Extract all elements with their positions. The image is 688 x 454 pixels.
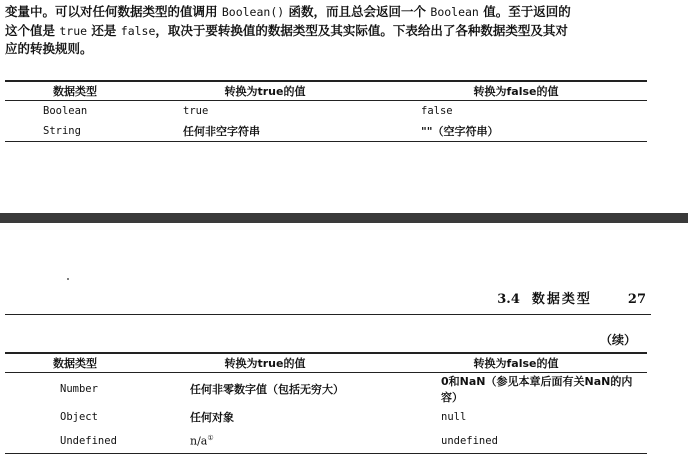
header-data-type: 数据类型 [53,357,97,370]
cell-false: null [441,411,467,423]
section-title: 数据类型 [531,292,592,307]
cell-type: String [43,125,81,137]
cell-true [145,429,385,454]
table-header-row [5,353,647,373]
page-number: 27 [627,292,646,307]
intro-text: 函数，而且总会返回一个 [284,4,431,19]
footnote-mark: ① [207,434,214,443]
cell-type: Object [60,411,98,423]
intro-text: 应的转换规则。 [5,41,93,56]
section-number: 3.4 [497,292,520,307]
top-page-fragment [0,0,688,212]
conversion-table-part2 [5,352,647,454]
cell-type: Number [60,383,98,395]
bottom-page-fragment [0,223,688,454]
table-row [5,405,647,429]
continued-label: （续） [599,333,636,347]
header-true-value: 转换为true的值 [224,85,306,98]
cell-type: Boolean [43,105,88,117]
table-header-row [5,81,647,101]
header-rule [5,314,651,315]
inline-code: Boolean [430,5,479,19]
scan-speck [67,278,69,280]
inline-code: true [59,23,88,38]
intro-text: ，取决于要转换值的数据类型及其实际值。下表给出了各种数据类型及其对 [155,22,568,38]
cell-false: ""（空字符串） [421,125,499,138]
intro-text: 值。至于返回的 [478,4,571,19]
intro-text: 还是 [87,22,121,38]
header-false-value: 转换为false的值 [473,85,559,98]
table-row [5,101,647,122]
cell-type: Undefined [60,435,117,447]
intro-text: 这个值是 [5,22,60,38]
cell-false: false [421,105,453,117]
cell-false: undefined [441,435,498,447]
cell-false: 0和NaN（参见本章后面有关NaN的内容） [441,375,633,404]
inline-code: Boolean() [221,5,285,19]
table-row [5,121,647,142]
intro-text: 变量中。可以对任何数据类型的值调用 [5,4,222,19]
cell-true-text: n/a [190,434,208,448]
page-divider [0,213,688,223]
cell-true: true [183,105,209,117]
conversion-table-part1 [5,80,647,142]
running-head [497,288,646,307]
table-row [5,429,647,454]
cell-true: 任何非空字符串 [183,125,260,138]
intro-paragraph [5,3,675,59]
header-true-value: 转换为true的值 [224,357,306,370]
table-row [5,373,647,406]
header-false-value: 转换为false的值 [473,357,559,370]
header-data-type: 数据类型 [53,85,97,98]
cell-true: 任何对象 [190,411,234,424]
inline-code: false [120,23,156,38]
cell-true: 任何非零数字值（包括无穷大） [190,383,344,396]
